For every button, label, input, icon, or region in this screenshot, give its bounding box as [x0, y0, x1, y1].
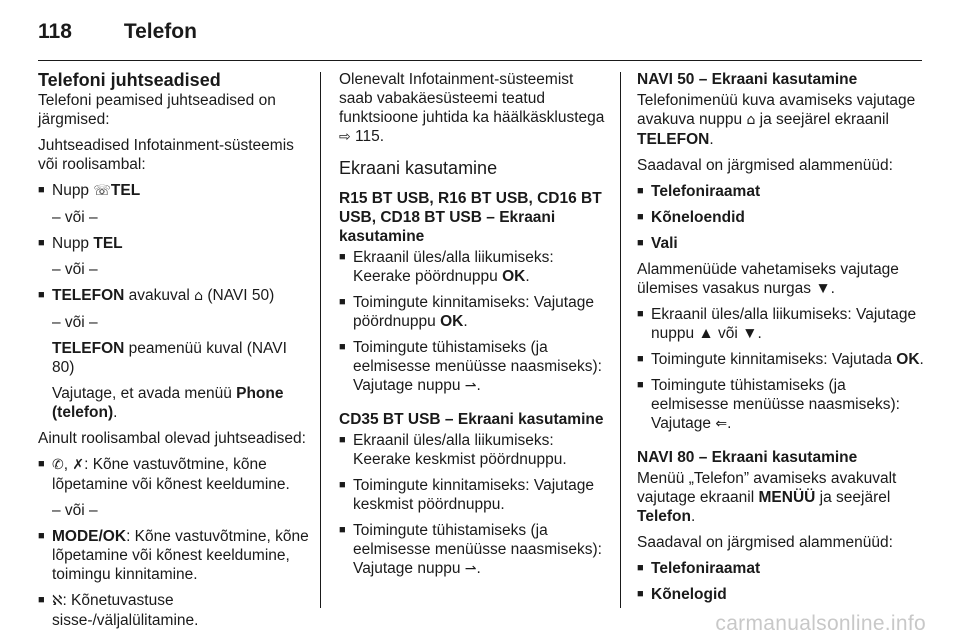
bullet-list: [339, 248, 609, 396]
section-heading: Ekraani kasutamine: [339, 158, 498, 178]
back-icon: ⇀: [464, 378, 477, 394]
list-item: ■ MODE/OK: Kõne vastuvõtmine, kõne lõpetamine või kõnest keeldumine, toimingu kinnitamine.: [38, 527, 313, 584]
bullet-list: [38, 455, 313, 494]
or-separator: – või –: [52, 261, 98, 278]
list-item: ■ Toimingute tühistamiseks (ja eelmisesse menüüsse naasmiseks): Vajutage nuppu ⇀.: [339, 338, 609, 396]
or-separator: – või –: [52, 209, 98, 226]
column-1: [38, 70, 313, 637]
list-item: ■ Toimingute kinnitamiseks: Vajutage keskmist pöördnuppu.: [339, 476, 609, 514]
bullet-list: [637, 305, 927, 434]
bullet-list: [38, 527, 313, 630]
list-item: ■ Nupp TEL: [38, 234, 313, 253]
list-item: ■ Toimingute kinnitamiseks: Vajutage pöördnuppu OK.: [339, 293, 609, 331]
or-separator: – või –: [52, 314, 98, 331]
home-icon: ⌂: [746, 112, 756, 128]
list-item: ■ Kõnelogid: [637, 585, 927, 604]
list-item: ■ Toimingute tühistamiseks (ja eelmisesse menüüsse naasmiseks): Vajutage nuppu ⇀.: [339, 521, 609, 579]
back-arrow-icon: ⇐: [715, 416, 728, 432]
watermark: carmanualsonline.info: [715, 612, 926, 635]
list-item: ■ Nupp ☏TEL: [38, 181, 313, 201]
or-separator: – või –: [52, 502, 98, 519]
list-item: ■ Kõneloendid: [637, 208, 927, 227]
list-item-continuation: Vajutage, et avada menüü Phone (telefon).: [52, 385, 284, 421]
paragraph: Olenevalt Infotainment-süsteemist saab vabakäesüsteemi teatud funktsioone juhtida ka häälkäsklustega ⇨ 115.: [339, 71, 605, 145]
list-item: ■ Telefoniraamat: [637, 182, 927, 201]
paragraph: Juhtseadised Infotainment-süsteemis või roolisambal:: [38, 137, 294, 173]
paragraph: Saadaval on järgmised alammenüüd:: [637, 534, 893, 551]
back-icon: ⇀: [464, 561, 477, 577]
paragraph: Saadaval on järgmised alammenüüd:: [637, 157, 893, 174]
list-item: ■ Ekraanil üles/alla liikumiseks: Keerake pöördnuppu OK.: [339, 248, 609, 286]
list-item: ■ Toimingute kinnitamiseks: Vajutada OK.: [637, 350, 927, 369]
page-number: 118: [38, 20, 72, 43]
home-icon: ⌂: [194, 288, 204, 304]
bullet-list: [38, 181, 313, 201]
paragraph: Alammenüüde vahetamiseks vajutage ülemises vasakus nurgas ▼.: [637, 261, 899, 297]
subsection-heading: NAVI 80 – Ekraani kasutamine: [637, 449, 858, 466]
paragraph: Telefonimenüü kuva avamiseks vajutage avakuva nuppu ⌂ ja seejärel ekraanil TELEFON.: [637, 92, 916, 148]
list-item: ■ ✆, ✗: Kõne vastuvõtmine, kõne lõpetamine või kõnest keeldumine.: [38, 455, 313, 494]
header-rule: [38, 60, 922, 61]
call-answer-icon: ✆: [52, 457, 64, 473]
bullet-list: [637, 559, 927, 604]
reference-arrow-icon: ⇨: [339, 129, 351, 145]
column-divider: [320, 72, 321, 608]
subsection-heading: CD35 BT USB – Ekraani kasutamine: [339, 411, 604, 428]
list-item: ■ Ekraanil üles/alla liikumiseks: Vajutage nuppu ▲ või ▼.: [637, 305, 927, 343]
paragraph: Ainult roolisambal olevad juhtseadised:: [38, 430, 306, 447]
column-2: [339, 70, 609, 586]
column-3: [637, 70, 927, 611]
list-item: ■ ℵ: Kõnetuvastuse sisse-/väljalülitamine.: [38, 591, 313, 630]
list-item: ■ Ekraanil üles/alla liikumiseks: Keerake keskmist pöördnuppu.: [339, 431, 609, 469]
subsection-heading: R15 BT USB, R16 BT USB, CD16 BT USB, CD18 BT USB – Ekraani kasutamine: [339, 190, 602, 245]
chapter-title: Telefon: [123, 20, 197, 43]
bullet-list: [339, 431, 609, 579]
call-end-icon: ✗: [72, 457, 85, 473]
bullet-list: [38, 234, 313, 253]
bullet-list: [38, 286, 313, 306]
voice-icon: ℵ: [52, 593, 63, 609]
paragraph: Menüü „Telefon” avamiseks avakuvalt vajutage ekraanil MENÜÜ ja seejärel Telefon.: [637, 470, 897, 525]
list-item-continuation: TELEFON peamenüü kuval (NAVI 80): [52, 340, 287, 376]
phone-icon: ☏: [93, 183, 111, 199]
list-item: ■ Telefoniraamat: [637, 559, 927, 578]
section-heading: Telefoni juhtseadised: [38, 70, 221, 90]
list-item: ■ Toimingute tühistamiseks (ja eelmisesse menüüsse naasmiseks): Vajutage ⇐.: [637, 376, 927, 434]
bullet-list: [637, 182, 927, 253]
paragraph: Telefoni peamised juhtseadised on järgmised:: [38, 92, 276, 128]
column-divider: [620, 72, 621, 608]
list-item: ■ TELEFON avakuval ⌂ (NAVI 50): [38, 286, 313, 306]
subsection-heading: NAVI 50 – Ekraani kasutamine: [637, 71, 858, 88]
page-header: [38, 20, 197, 44]
list-item: ■ Vali: [637, 234, 927, 253]
